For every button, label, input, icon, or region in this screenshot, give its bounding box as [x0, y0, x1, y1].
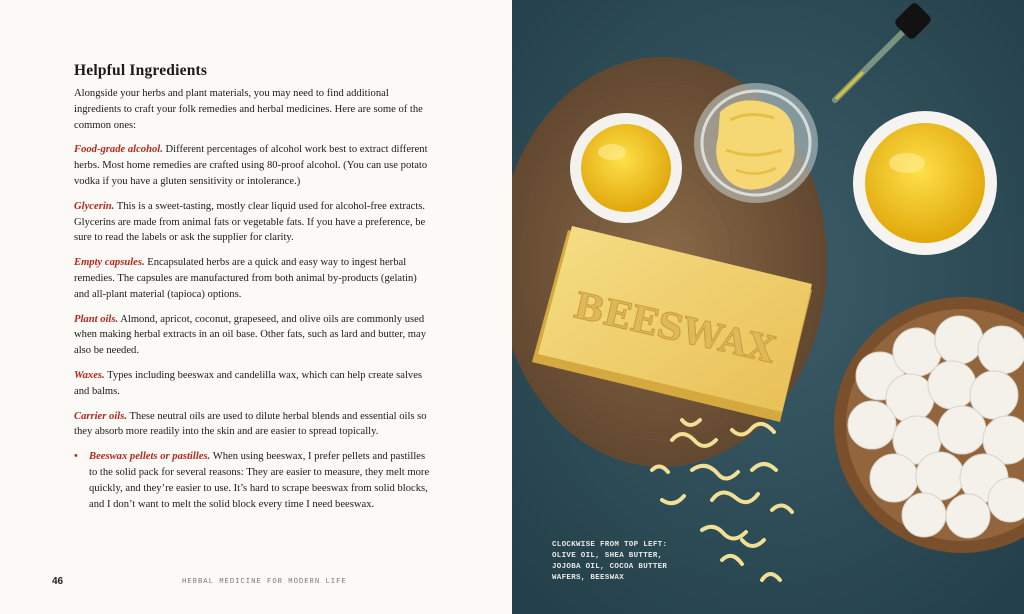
intro-paragraph: Alongside your herbs and plant materials, you may need to find additional ingredients to craft your folk remedies and herbal medicines. Here are some of the common ones: [74, 88, 423, 131]
running-head: HERBAL MEDICINE FOR MODERN LIFE [182, 578, 347, 586]
text-column [74, 62, 434, 521]
entry-term: Empty capsules. [74, 257, 145, 269]
entry-text: These neutral oils are used to dilute herbal blends and essential oils so they absorb more readily into the skin and are easier to spread topically. [74, 410, 427, 438]
bullet-text: When using beeswax, I prefer pellets and pastilles to the solid pack for several reasons: They are easier to measure, they melt more quickly, and they’re easier to use. It’s hard to scrape beeswax from solid blocks, and I don’t want to melt the solid block every time I need beeswax. [89, 451, 430, 510]
entry-term: Waxes. [74, 369, 105, 381]
entry-plant-oils [74, 312, 434, 359]
shea-butter-bowl [694, 83, 818, 203]
bullet-term: Beeswax pellets or pastilles. [89, 451, 211, 463]
entry-text: Types including beeswax and candelilla wax, which can help create salves and balms. [74, 369, 423, 397]
entry-text: This is a sweet-tasting, mostly clear liquid used for alcohol-free extracts. Glycerins are made from animal fats or vegetable fats. If you have a preference, be sure to read the labels or ask the supplier for clarity. [74, 200, 426, 244]
entry-term: Carrier oils. [74, 410, 127, 422]
bullet-marker: • [74, 451, 78, 463]
entry-text: Different percentages of alcohol work best to extract different herbs. Most home remedies are crafted using 80-proof alcohol. (You can use potato vodka if you have a gluten sensitivity or intolerance.) [74, 144, 428, 187]
entry-term: Food-grade alcohol. [74, 144, 163, 156]
entry-carrier-oils [74, 409, 434, 441]
ingredients-photo [512, 0, 1024, 614]
caption-line: WAFERS, BEESWAX [552, 574, 625, 582]
entry-term: Plant oils. [74, 313, 119, 325]
bullet-beeswax-pellets [74, 449, 434, 512]
entry-empty-capsules [74, 255, 434, 302]
section-heading: Helpful Ingredients [74, 62, 208, 79]
caption-line: OLIVE OIL, SHEA BUTTER, [552, 552, 663, 560]
entry-glycerin [74, 199, 434, 246]
entry-text: Almond, apricot, coconut, grapeseed, and olive oils are commonly used when making herbal extracts in an oil base. Other fats, such as lard and butter, may also be needed. [74, 313, 426, 357]
entry-text: Encapsulated herbs are a quick and easy way to ingest herbal remedies. The capsules are manufactured from both animal by-products (gelatin) and all-plant material (tapioca) options. [74, 257, 417, 300]
beeswax-embossed-label: BEESWAX [569, 284, 780, 372]
photo-page [512, 0, 1024, 614]
photo-caption [552, 540, 702, 584]
entry-food-grade-alcohol [74, 142, 434, 189]
entry-term: Glycerin. [74, 200, 115, 212]
jojoba-oil-dish [853, 111, 997, 255]
page-number: 46 [52, 576, 64, 587]
entry-waxes [74, 368, 434, 400]
caption-line: CLOCKWISE FROM TOP LEFT: [552, 541, 668, 549]
olive-oil-dish [570, 113, 682, 223]
caption-line: JOJOBA OIL, COCOA BUTTER [552, 563, 668, 571]
